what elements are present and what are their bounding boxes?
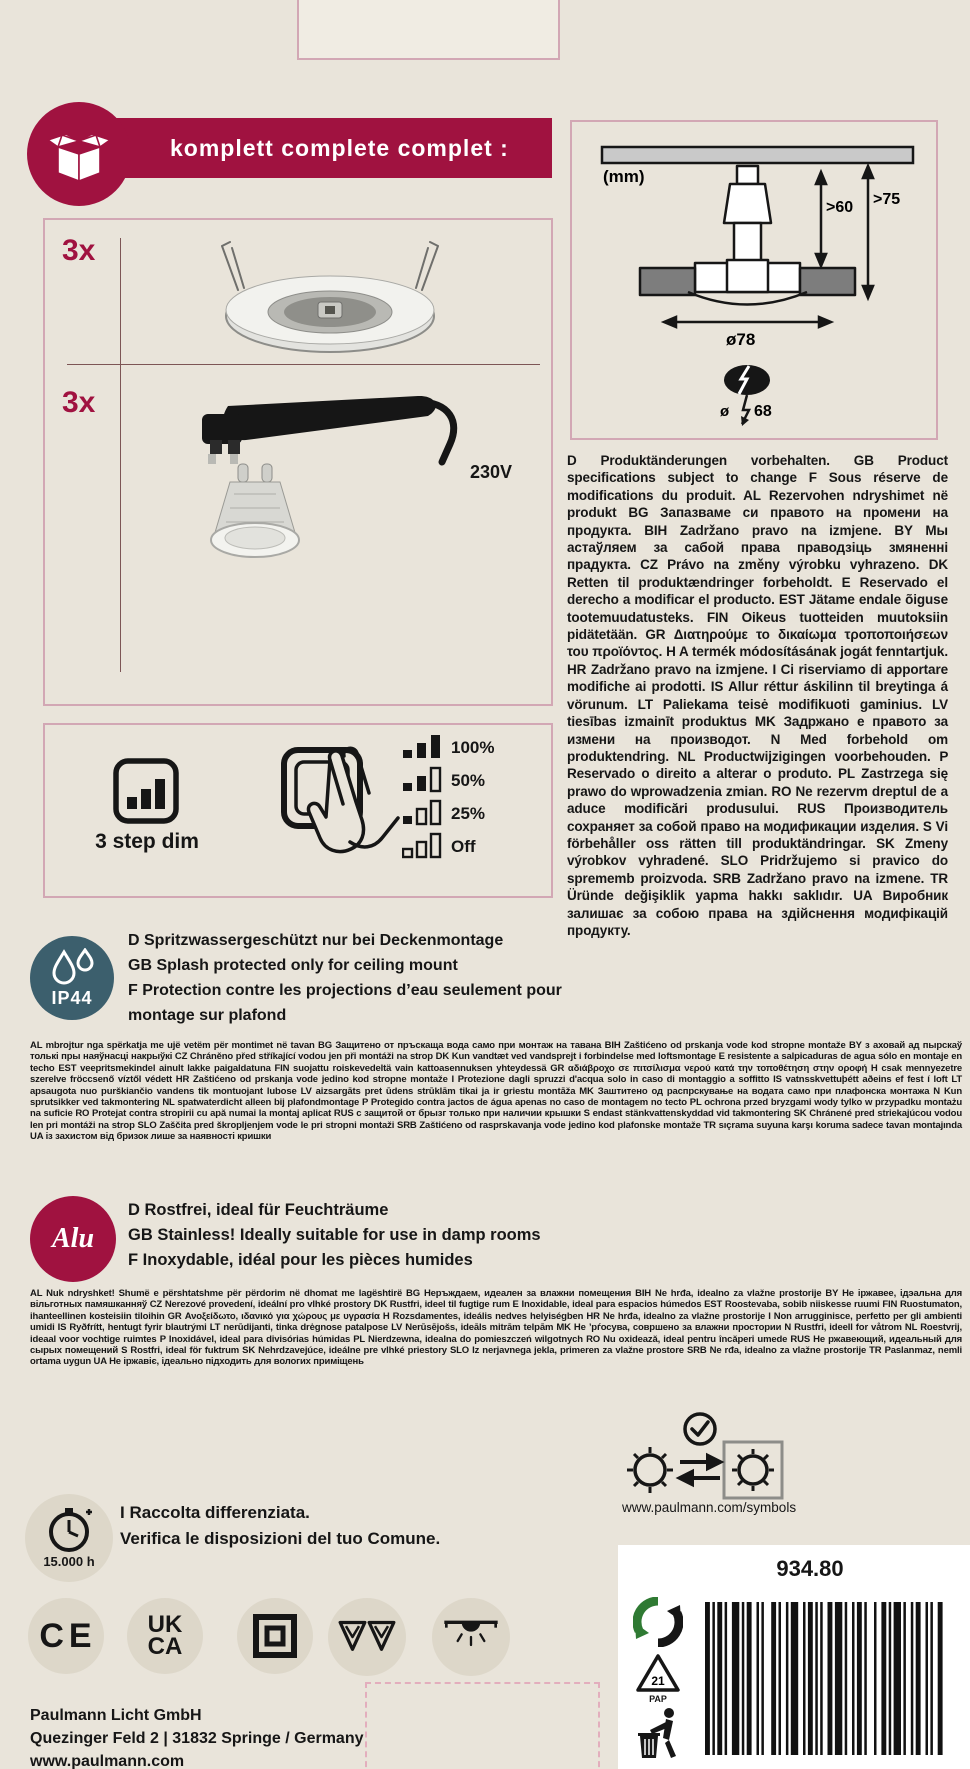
- dim-level-label: 100%: [451, 738, 495, 757]
- top-cutout-box: [297, 0, 560, 60]
- dim-bars-icon: [402, 799, 442, 826]
- quantity-downlights: 3x: [62, 234, 96, 267]
- flammable-surface-mark: [328, 1598, 406, 1676]
- cut-diameter-label: 68: [754, 403, 772, 420]
- bottom-cutout-box: [365, 1682, 600, 1769]
- splash-protection-note: AL mbrojtur nga spërkatja me ujë vetëm për montimet në tavan BG Защитено от пръскаща вода само при монтаж на тавана BIH Zaštićeno od prskanja vode kod stropne montaže BY з аховай ад пырскаў толькі пры наяўнасці накрыўкі CZ Chráněno před stříkající vodou jen při montáži na strop DK Kun vandtæt ved vandsprejt i forbindelse med loftsmontage E resistente a salpicaduras de agua sólo en montaje en techo EST veepritsmekindel ainult lakke paigaldatuna FIN suojattu roiskevedeltä vain kattoasennuksen yhteydessä GR αδιάβροχο σε πιτσίλισμα νερού κατά την τοποθέτηση στην οροφή H csak mennyezetre szerelve fröccsenő víztől védett HR Zaštićeno od prskanja vode jedino kod stropne montaže I Protezione dagli spruzzi d'acqua solo in caso di montaggio a soffitto IS vatnsskvettuþétt aðeins ef fest í loft LT apsaugota nuo purškiančio vandens tik montuojant lubose LV aizsargāts pret ūdens strūklām tikai ja ir griestu montāža MK Заштитено од распрскување на водата само при плафонска монтажа N Kun sprutsikker ved takmontering NL spatwaterdicht alleen bij plafondmontage P Protegido contra jactos de água apenas no caso de montagem no tecto PL ochrona przed bryzgami wody tylko w przypadku montażu na suficie RO Protejat contra stropirii cu apă numai la montaj aplicat RUS с защитой от брызг только при наличии крышки S endast stänkvattenskyddad vid takmontering SK Chránené pred striekajúcou vodou len pri montáži na strop SLO Zaščita pred škropljenjem vode le pri stropni montaži SRB Zaštićeno od rasprskavanja vode jedino kod plafonske montaže TR sıçrama suyuna karşı koruma sadece tavan montajında UA із захистом від бризок лише за наявності кришки: [30, 1040, 963, 1143]
- company-website: www.paulmann.com: [30, 1753, 185, 1769]
- contents-horizontal-divider: [67, 364, 540, 365]
- clock-icon: [46, 1508, 92, 1552]
- pap-label: PAP: [649, 1694, 667, 1704]
- quantity-lamps: 3x: [62, 386, 96, 419]
- cut-diameter-prefix: ø: [720, 403, 730, 420]
- pennants-icon: [338, 1620, 396, 1654]
- dim-levels-list: [402, 733, 494, 865]
- alu-text: D Rostfrei, ideal für Feuchträume GB Stainless! Ideally suitable for use in damp rooms F Inoxydable, idéal pour les pièces humides: [128, 1201, 541, 1269]
- package-badge: [27, 102, 131, 206]
- complete-banner: [96, 118, 552, 178]
- ce-mark: [28, 1598, 104, 1674]
- dim-chart-icon: [112, 757, 180, 825]
- dim-bars-icon: [402, 733, 442, 760]
- recessed-downlight-image: [170, 228, 490, 360]
- open-box-icon: [46, 123, 112, 185]
- lamp-replaceable-icon: [620, 1434, 790, 1500]
- class2-mark: [237, 1598, 313, 1674]
- dimension-drawing: [570, 120, 938, 440]
- alu-label: Alu: [51, 1223, 95, 1254]
- total-dimension: >75: [873, 191, 901, 208]
- dim-level-row: [402, 832, 494, 859]
- water-drops-icon: [48, 948, 96, 986]
- green-dot-icon: [633, 1597, 683, 1647]
- item-number: 934.80: [776, 1556, 844, 1581]
- dim-level-row: [402, 799, 494, 826]
- dim-level-label: 25%: [451, 804, 486, 823]
- ukca-icon-top: UK: [147, 1611, 183, 1638]
- ip44-badge: [30, 936, 114, 1020]
- dim-level-label: Off: [451, 837, 476, 856]
- alu-badge: [30, 1196, 116, 1282]
- dim-bars-icon: [402, 766, 442, 793]
- ceiling-mount-mark: [432, 1598, 510, 1676]
- ukca-mark: [127, 1598, 203, 1674]
- symbols-url: www.paulmann.com/symbols: [622, 1500, 797, 1515]
- dim-level-row: [402, 733, 494, 760]
- touch-switch-icon: [278, 744, 408, 894]
- ukca-icon-bottom: CA: [147, 1633, 183, 1660]
- banner-label: komplett complete complet :: [170, 134, 509, 161]
- double-square-icon: [252, 1613, 298, 1659]
- dim-level-label: 50%: [451, 771, 486, 790]
- footer-address: [30, 1704, 363, 1769]
- pap-number-glyph: 21: [651, 1674, 665, 1688]
- unit-label: (mm): [603, 167, 645, 186]
- ceiling-light-icon: [443, 1617, 499, 1657]
- outer-diameter-label: ø78: [726, 330, 756, 349]
- ce-icon: CE: [39, 1616, 97, 1655]
- gu10-lamp-and-connector-image: [150, 378, 485, 598]
- tidy-man-icon: [636, 1706, 682, 1762]
- barcode: [705, 1602, 945, 1757]
- dim-level-row: [402, 766, 494, 793]
- contents-vertical-divider: [120, 238, 121, 672]
- lifetime-label: 15.000 h: [43, 1553, 95, 1569]
- depth-dimension: >60: [826, 199, 854, 216]
- company-address: Quezinger Feld 2 | 31832 Springe / Germany: [30, 1730, 364, 1747]
- dim-title: 3 step dim: [95, 830, 199, 853]
- company-name: Paulmann Licht GmbH: [30, 1707, 202, 1724]
- disposal-text: I Raccolta differenziata. Verifica le disposizioni del tuo Comune.: [120, 1503, 441, 1548]
- ip44-text: D Spritzwassergeschützt nur bei Deckenmontage GB Splash protected only for ceiling mount F Protection contre les projections d’eau seulement pour montage sur plafond: [128, 932, 562, 1024]
- stainless-note: AL Nuk ndryshket! Shumë e përshtatshme për përdorim në dhomat me lagështirë BG Неръждаем, идеален за влажни помещения BIH Ne hrđa, idealno za vlažne prostorije BY Не іржавее, ідэальна для вільготных памяшканняў CZ Nerezové provedení, ideální pro vlhké prostory DK Rustfri, ideel til fugtige rum E Inoxidable, ideal para espacios húmedos EST Roostevaba, sobib niiskesse ruumi FIN Ruostumaton, ihanteellinen kosteisiin tiloihin GR Ανοξείδωτο, ιδανικό για χώρους με υγρασία H Rozsdamentes, ideális nedves helyiségben HR Ne hrđa, idealno za vlažne prostorije I Non arrugginisce, perfetto per gli ambienti umidi IS Ryðfrítt, hentugt fyrir blautrými LT nerūdijanti, tinka drėgnose patalpose LV Nerūsējošs, ideāls mitrām telpām MK Не ’рѓосува, совршено за влажни простории N Rustfri, ideell for våtrom NL Roestvrij, ideaal voor vochtige ruimtes P Inoxidável, ideal para divisórias húmidas PL Nierdzewna, idealna do pomieszczeń wilgotnych RO Nu oxidează, ideal pentru încăperi umede RUS Не ржавеющий, идеальный для сырых помещений S Rostfri, ideal för fuktrum SK Nehrdzavejúce, ideálne pre vlhké priestory SLO Iz nerjavnega jekla, primeren za vlažne prostore SRB Ne rđa, idealno za vlažne prostorije TR Paslanmaz, nemli ortama uygun UA Не іржавіє, ідеально підходить для вологих приміщень: [30, 1288, 963, 1368]
- dim-bars-icon: [402, 832, 442, 859]
- lifetime-badge: [25, 1494, 113, 1582]
- pap-recycling-icon: [636, 1654, 680, 1704]
- voltage-label: 230V: [470, 462, 513, 482]
- ip44-label: IP44: [51, 987, 93, 1008]
- product-change-note: D Produktänderungen vorbehalten. GB Product specifications subject to change F Sous réserve de modifications du produit. AL Rezervohen ndryshimet në produkt BG Запазваме си правото на промени на продукта. BIH Zadržano pravo na izmjene. BY Мы астаўляем за сабой права праводзіць змяненні прадукта. CZ Právo na změny výrobku vyhrazeno. DK Retten til produktændringer forbeholdt. E Reservado el derecho a modificar el producto. EST Jätame endale õiguse tootemuudatusteks. FIN Oikeus tuotteiden muutoksiin pidätetään. GR Διατηρούμε το δικαίωμα τροποποιήσεων του προϊόντος. H A termék módosításának jogát fenntartjuk. HR Zadržano pravo na izmjene. I Ci riserviamo di apportare modifiche ai prodotti. IS Allur réttur áskilinn til breytinga á vörunum. LT Paliekama teisė modifikuoti gaminius. LV tiesības izmainīt produktus MK Задржано е правото за измени на производот. N Med forbehold om produktendring. NL Productwijzigingen voorbehouden. P Reservado o direito a alterar o produto. PL Zastrzega się prawo do wprowadzenia zmian. RO Ne rezervm dreptul de a aduce modificări produsului. RUS Производитель сохраняет за собой право на модификации изделия. S Vi förbehåller oss rätten till produktändringar. SK Zmeny výrobkov vyhradené. SLO Pridržujemo si pravico do sprememb proizvoda. SRB Zadržano pravo na izmene. TR Üründe değişiklik yapma hakkı saklıdır. UA Виробник залишає за собою права на здійснення модифікацій продукту.: [567, 453, 949, 938]
